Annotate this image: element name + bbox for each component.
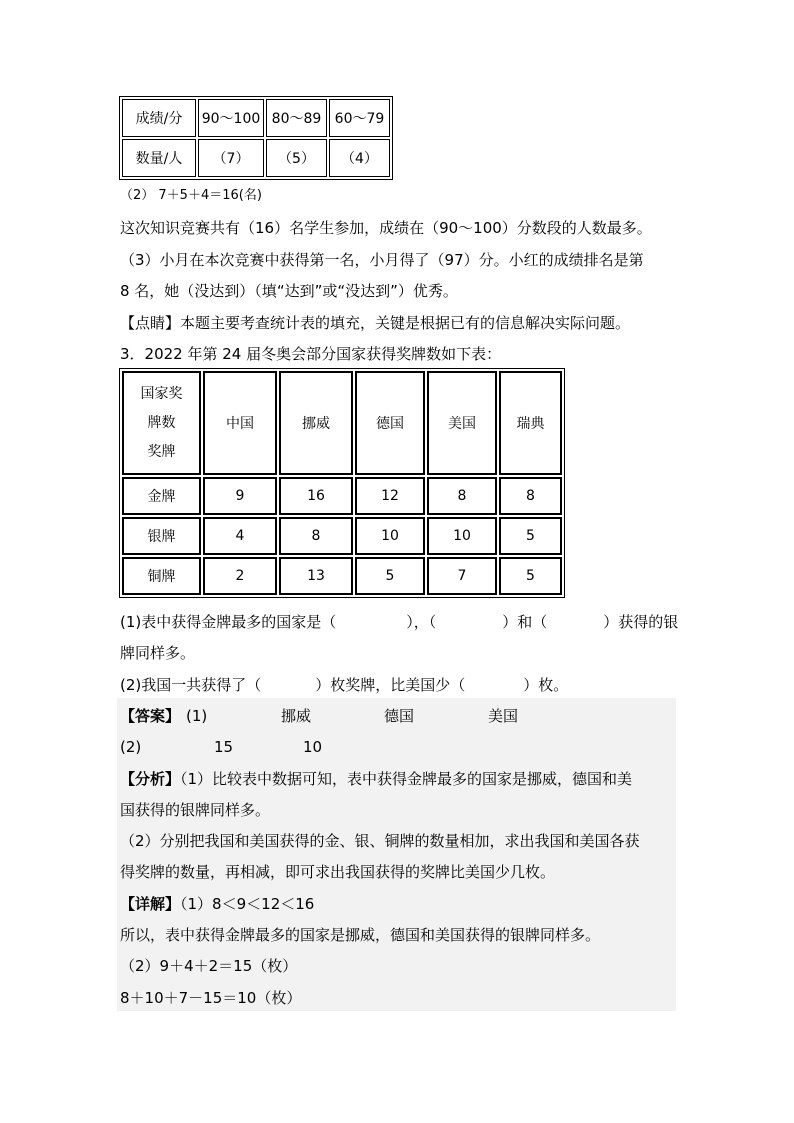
text: (1)表中获得金牌最多的国家是（	[120, 613, 337, 631]
detail-line: 8＋10＋7－15＝10（枚）	[120, 989, 302, 1007]
table-cell: 12	[355, 477, 425, 515]
table-row	[122, 477, 562, 515]
text: （1）8＜9＜12＜16	[180, 895, 315, 913]
table-cell: 数量/人	[122, 139, 196, 177]
answer-tag: 【答案】	[120, 707, 181, 725]
table-cell: 8	[427, 477, 497, 515]
text: ），（	[406, 613, 437, 631]
table-cell: （4）	[329, 139, 390, 177]
answer-value: 德国	[384, 707, 415, 725]
table-row	[122, 99, 390, 137]
answer-part-2: (2)	[120, 738, 142, 756]
text-line: 8 名，她（没达到）（填“达到”或“没达到”）优秀。	[120, 282, 458, 300]
country-header: 德国	[355, 371, 425, 475]
table-row	[122, 557, 562, 595]
answer-value: 美国	[488, 707, 519, 725]
table-cell: （7）	[198, 139, 264, 177]
table-row	[122, 139, 390, 177]
text: ）和（	[502, 613, 548, 631]
question-title: 3．2022 年第 24 届冬奥会部分国家获得奖牌数如下表：	[120, 345, 502, 363]
table-cell: 成绩/分	[122, 99, 196, 137]
score-table	[119, 96, 393, 180]
country-header: 瑞典	[499, 371, 562, 475]
table-cell: 13	[279, 557, 353, 595]
answer-value: 10	[303, 738, 323, 756]
country-header: 美国	[427, 371, 497, 475]
table-cell: 4	[203, 517, 277, 555]
text: (2)我国一共获得了（	[120, 676, 262, 694]
table-cell: 8	[499, 477, 562, 515]
calc-line: （2） 7＋5＋4＝16(名)	[120, 188, 262, 203]
corner-line: 奖牌	[147, 443, 176, 460]
text-line: 这次知识竞赛共有（16）名学生参加，成绩在（90～100）分数段的人数最多。	[120, 219, 652, 237]
answer-part-1: (1)	[186, 707, 208, 725]
table-row	[122, 371, 562, 475]
table-cell: 60～79	[329, 99, 390, 137]
analysis-line: 国获得的银牌同样多。	[120, 801, 271, 819]
table-cell: 16	[279, 477, 353, 515]
text: ）枚。	[523, 676, 569, 694]
row-label: 铜牌	[122, 557, 201, 595]
detail-line: 所以，表中获得金牌最多的国家是挪威，德国和美国获得的银牌同样多。	[120, 926, 601, 944]
analysis-tag: 【分析】	[120, 770, 181, 788]
detail-line: （2）9＋4＋2＝15（枚）	[120, 957, 298, 975]
text: ）枚奖牌，比美国少（	[315, 676, 466, 694]
corner-cell	[122, 371, 201, 475]
question-2-line	[120, 675, 568, 695]
table-cell: 2	[203, 557, 277, 595]
table-cell: 5	[355, 557, 425, 595]
answer-value: 15	[214, 738, 234, 756]
table-cell: 90～100	[198, 99, 264, 137]
table-row	[122, 517, 562, 555]
country-header: 中国	[203, 371, 277, 475]
row-label: 金牌	[122, 477, 201, 515]
table-cell: 10	[355, 517, 425, 555]
row-label: 银牌	[122, 517, 201, 555]
tip-line: 【点睛】本题主要考查统计表的填充，关键是根据已有的信息解决实际问题。	[120, 314, 631, 332]
analysis-line: 得奖牌的数量，再相减，即可求出我国获得的奖牌比美国少几枚。	[120, 863, 556, 881]
medal-table	[119, 368, 565, 598]
corner-line: 国家奖	[140, 385, 183, 402]
detail-line	[120, 894, 314, 914]
question-1-line	[120, 612, 678, 632]
analysis-line	[120, 769, 632, 789]
table-cell: 7	[427, 557, 497, 595]
text-line: （3）小月在本次竞赛中获得第一名，小月得了（97）分。小红的成绩排名是第	[120, 251, 644, 269]
country-header: 挪威	[279, 371, 353, 475]
table-cell: 8	[279, 517, 353, 555]
corner-line: 牌数	[147, 414, 176, 431]
text: （1）比较表中数据可知，表中获得金牌最多的国家是挪威，德国和美	[180, 770, 633, 788]
question-1-cont: 牌同样多。	[120, 644, 196, 662]
table-cell: 9	[203, 477, 277, 515]
analysis-line: （2）分别把我国和美国获得的金、银、铜牌的数量相加，求出我国和美国各获	[120, 832, 640, 850]
table-cell: 10	[427, 517, 497, 555]
table-cell: 80～89	[266, 99, 327, 137]
text: ）获得的银	[603, 613, 679, 631]
detail-tag: 【详解】	[120, 895, 181, 913]
table-cell: （5）	[266, 139, 327, 177]
table-cell: 5	[499, 517, 562, 555]
table-cell: 5	[499, 557, 562, 595]
answer-value: 挪威	[281, 707, 312, 725]
